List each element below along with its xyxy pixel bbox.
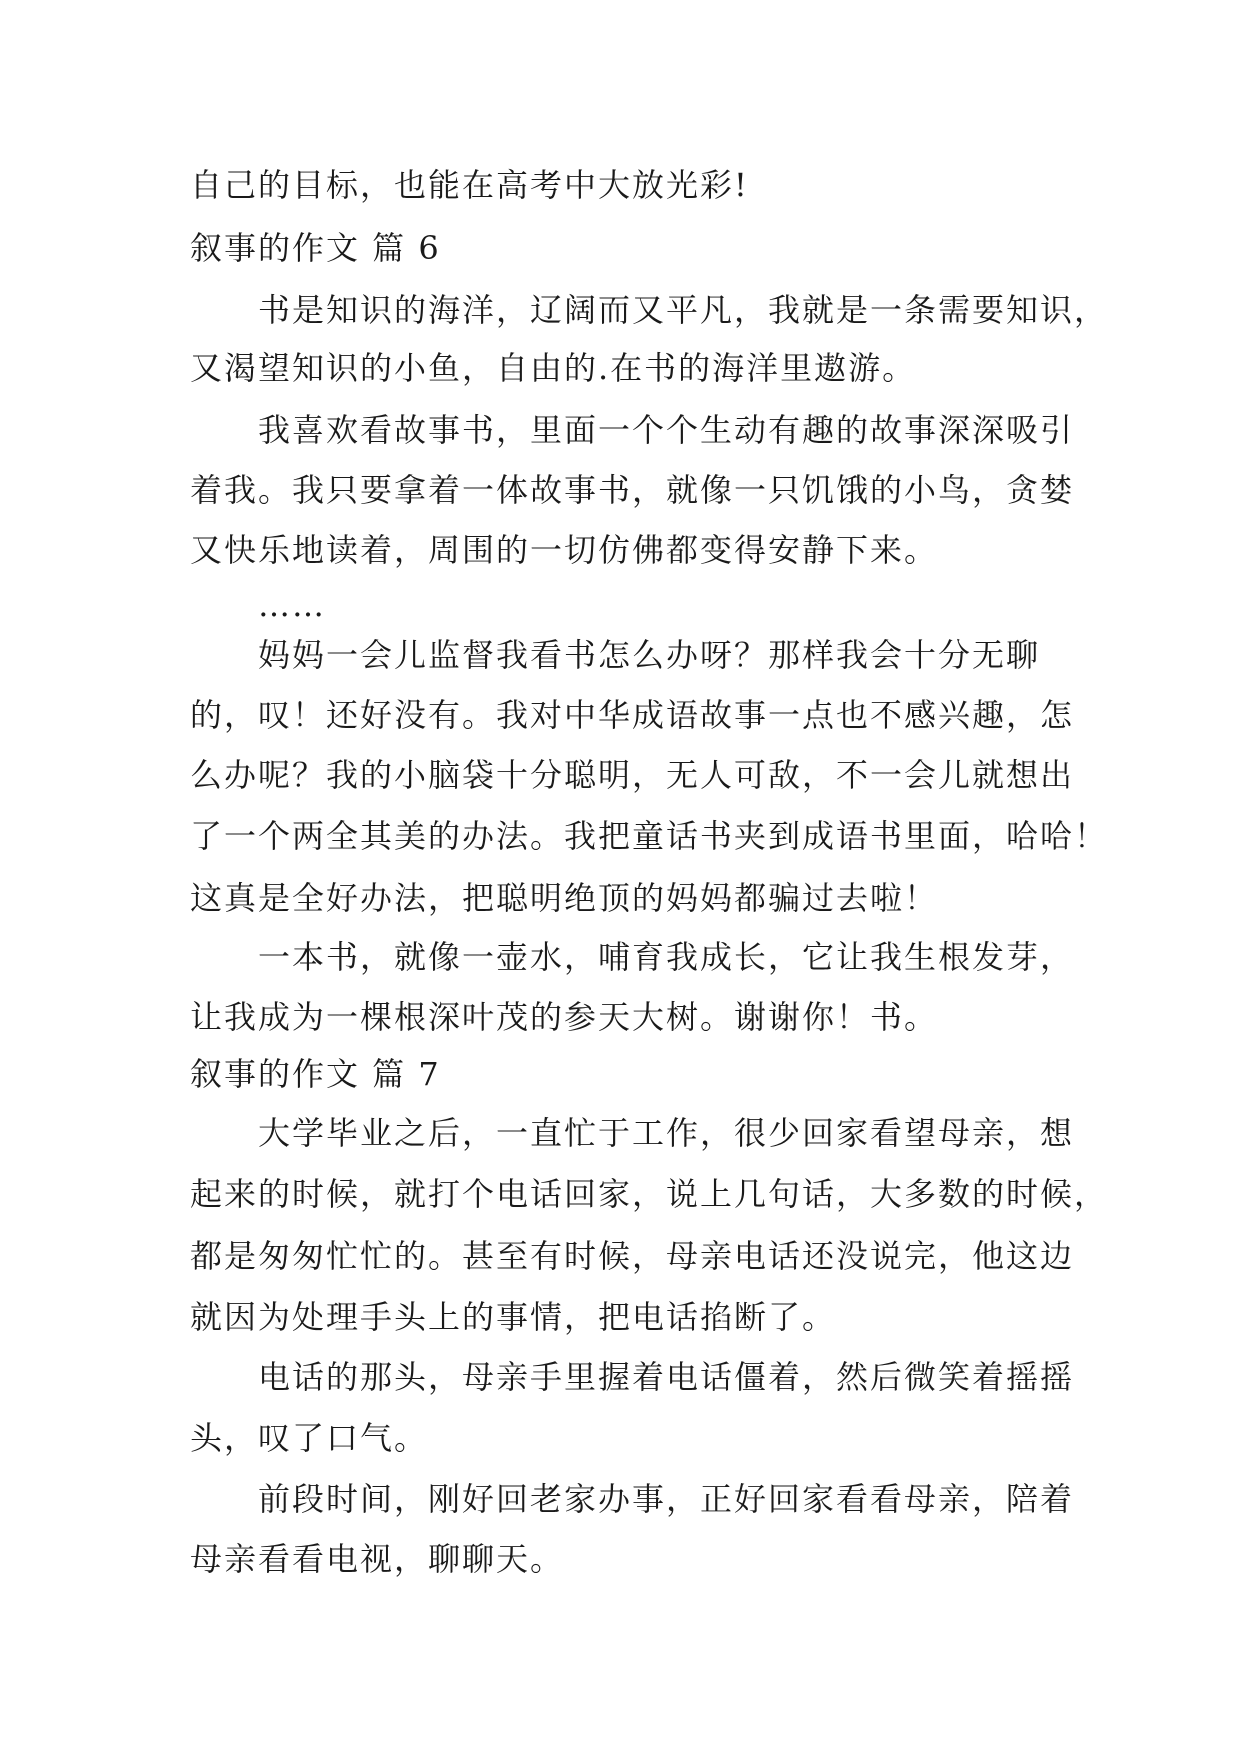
text-line: 么办呢？我的小脑袋十分聪明，无人可敌，不一会儿就想出: [190, 756, 1075, 794]
text-line: 起来的时候，就打个电话回家，说上几句话，大多数的时候，: [190, 1175, 1109, 1213]
text-line: 头，叹了口气。: [190, 1419, 429, 1457]
section-heading: 叙事的作文 篇 6: [190, 229, 441, 267]
text-line: 妈妈一会儿监督我看书怎么办呀？那样我会十分无聊: [258, 636, 1041, 674]
text-line: 了一个两全其美的办法。我把童话书夹到成语书里面，哈哈！: [190, 817, 1109, 855]
text-line: 这真是全好办法，把聪明绝顶的妈妈都骗过去啦！: [190, 879, 939, 917]
text-line: 让我成为一棵根深叶茂的参天大树。谢谢你！书。: [190, 998, 939, 1036]
text-line: 又渴望知识的小鱼，自由的.在书的海洋里遨游。: [190, 349, 917, 387]
text-line: 都是匆匆忙忙的。甚至有时候，母亲电话还没说完，他这边: [190, 1237, 1075, 1275]
text-line: 电话的那头，母亲手里握着电话僵着，然后微笑着摇摇: [258, 1358, 1075, 1396]
text-line: 就因为处理手头上的事情，把电话掐断了。: [190, 1298, 837, 1336]
text-line: 一本书，就像一壶水，哺育我成长，它让我生根发芽，: [258, 938, 1075, 976]
text-line: 前段时间，刚好回老家办事，正好回家看看母亲，陪着: [258, 1480, 1075, 1518]
text-line: 母亲看看电视，聊聊天。: [190, 1540, 565, 1578]
text-line: 大学毕业之后，一直忙于工作，很少回家看望母亲，想: [258, 1114, 1075, 1152]
text-line: 自己的目标，也能在高考中大放光彩!: [190, 166, 749, 204]
section-heading: 叙事的作文 篇 7: [190, 1055, 441, 1093]
text-line: 书是知识的海洋，辽阔而又平凡，我就是一条需要知识，: [258, 291, 1109, 329]
text-line: 又快乐地读着，周围的一切仿佛都变得安静下来。: [190, 531, 939, 569]
ellipsis-line: ……: [258, 586, 326, 624]
text-line: 我喜欢看故事书，里面一个个生动有趣的故事深深吸引: [258, 411, 1075, 449]
text-line: 的，叹！还好没有。我对中华成语故事一点也不感兴趣，怎: [190, 696, 1075, 734]
text-line: 着我。我只要拿着一体故事书，就像一只饥饿的小鸟，贪婪: [190, 471, 1075, 509]
